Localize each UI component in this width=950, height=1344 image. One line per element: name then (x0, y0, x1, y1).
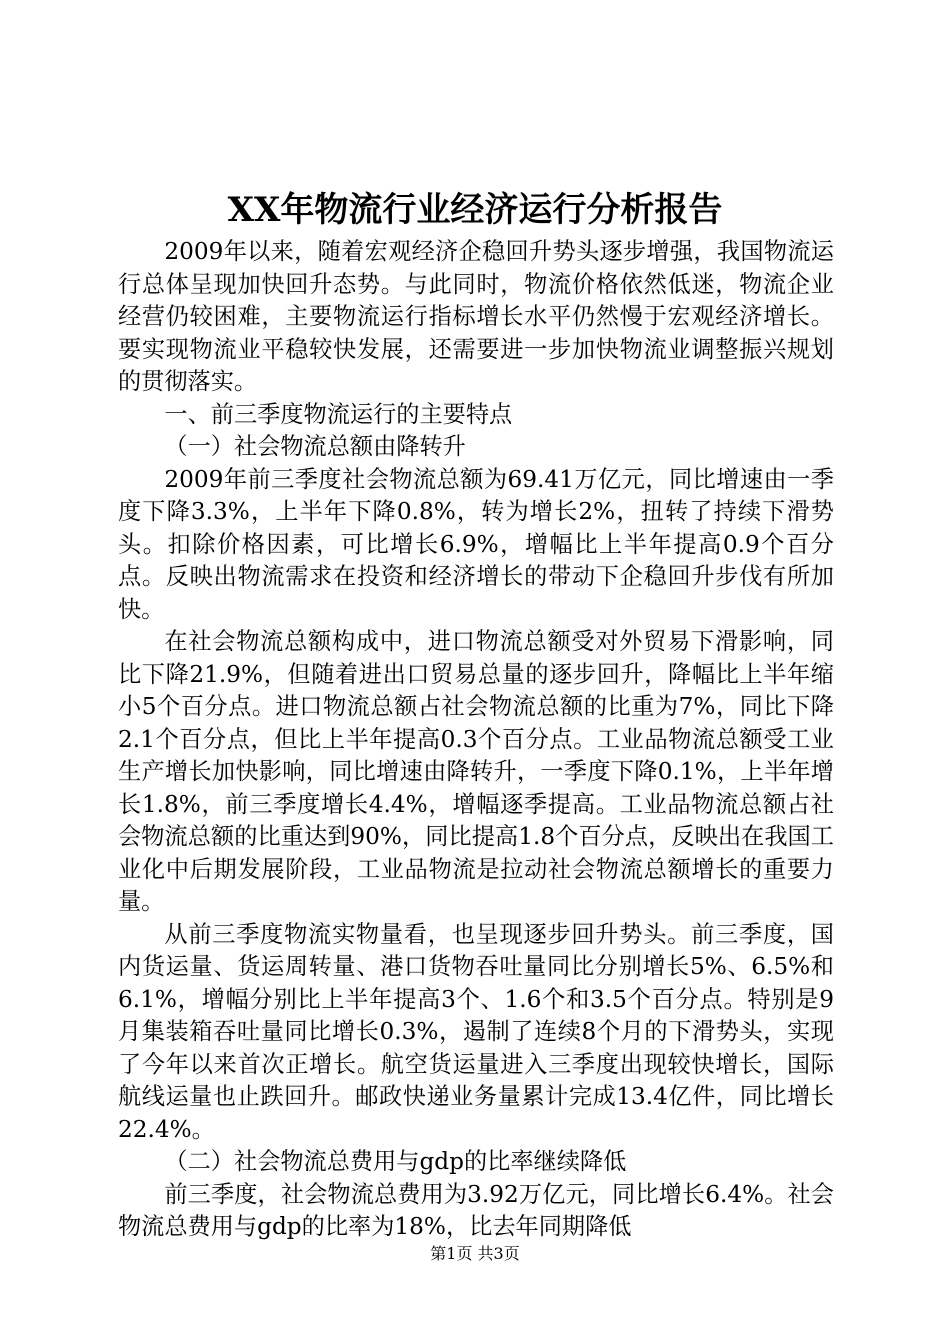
paragraph-composition: 在社会物流总额构成中，进口物流总额受对外贸易下滑影响，同比下降21.9%，但随着进出口贸易总量的逐步回升，降幅比上半年缩小5个百分点。进口物流总额占社会物流总额的比重为7%，同比下降2.1个百分点，但比上半年提高0.3个百分点。工业品物流总额受工业生产增长加快影响，同比增速由降转升，一季度下降0.1%，上半年增长1.8%，前三季度增长4.4%，增幅逐季提高。工业品物流总额占社会物流总额的比重达到90%，同比提高1.8个百分点，反映出在我国工业化中后期发展阶段，工业品物流是拉动社会物流总额增长的重要力量。 (118, 628, 834, 915)
paragraph-logistics-total: 2009年前三季度社会物流总额为69.41万亿元，同比增速由一季度下降3.3%，上半年下降0.8%，转为增长2%，扭转了持续下滑势头。扣除价格因素，可比增长6.9%，增幅比上半年提高0.9个百分点。反映出物流需求在投资和经济增长的带动下企稳回升步伐有所加快。 (118, 465, 834, 623)
paragraph-physical-volume: 从前三季度物流实物量看，也呈现逐步回升势头。前三季度，国内货运量、货运周转量、港口货物吞吐量同比分别增长5%、6.5%和6.1%，增幅分别比上半年提高3个、1.6个和3.5个百分点。特别是9月集装箱吞吐量同比增长0.3%，遏制了连续8个月的下滑势头，实现了今年以来首次正增长。航空货运量进入三季度出现较快增长，国际航线运量也止跌回升。邮政快递业务量累计完成13.4亿件，同比增长22.4%。 (118, 920, 834, 1143)
paragraph-logistics-cost: 前三季度，社会物流总费用为3.92万亿元，同比增长6.4%。社会物流总费用与gdp的比率为18%，比去年同期降低 (118, 1180, 834, 1240)
paragraph-intro: 2009年以来，随着宏观经济企稳回升势头逐步增强，我国物流运行总体呈现加快回升态势。与此同时，物流价格依然低迷，物流企业经营仍较困难，主要物流运行指标增长水平仍然慢于宏观经济增长。要实现物流业平稳较快发展，还需要进一步加快物流业调整振兴规划的贯彻落实。 (118, 238, 834, 395)
document-body (118, 236, 834, 1244)
page-footer: 第1页 共3页 (430, 1244, 520, 1263)
subsection-heading-2: （二）社会物流总费用与gdp的比率继续降低 (164, 1148, 627, 1175)
section-heading-1: 一、前三季度物流运行的主要特点 (164, 400, 513, 428)
document-title: XX年物流行业经济运行分析报告 (227, 190, 723, 230)
subsection-heading-1: （一）社会物流总额由降转升 (164, 433, 466, 460)
